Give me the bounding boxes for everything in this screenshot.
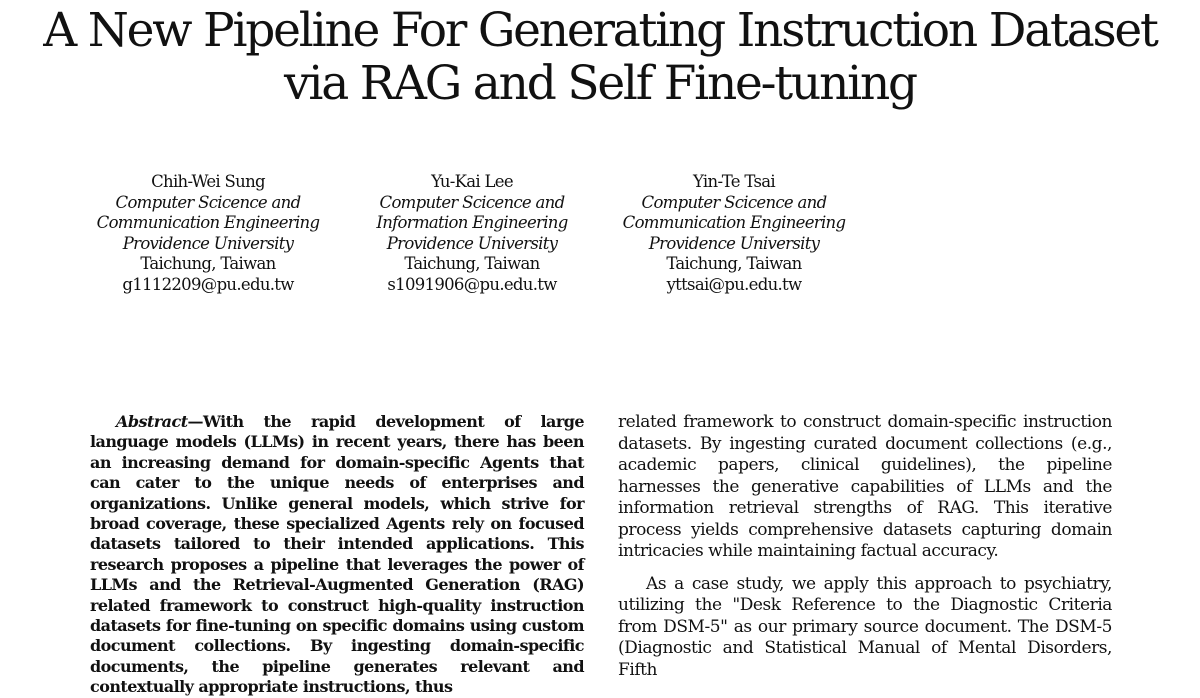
author-block-3 xyxy=(606,172,862,295)
body-paragraph-2: As a case study, we apply this approach to psychiatry, utilizing the "Desk Reference to the Diagnostic Criteria from DSM-5" as our primary source document. The DSM-5 (Diagnostic and Statistical Manual of Mental Disorders, Fifth xyxy=(618,573,1112,680)
author-name: Yin-Te Tsai xyxy=(693,172,775,191)
author-block-1 xyxy=(80,172,336,295)
abstract-label: Abstract xyxy=(116,412,188,431)
title-line-1: A New Pipeline For Generating Instruction Dataset xyxy=(43,3,1157,58)
author-email: s1091906@pu.edu.tw xyxy=(387,274,557,294)
author-location: Taichung, Taiwan xyxy=(666,254,802,273)
paper-title xyxy=(0,4,1200,110)
abstract-text: With the rapid development of large language models (LLMs) in recent years, there has been an increasing demand for domain-specific Agents that can cater to the unique needs of enterprises and organizations. Unlike general models, which strive for broad coverage, these specialized Agents rely on focused datasets tailored to their intended applications. This research proposes a pipeline that leverages the power of LLMs and the Retrieval-Augmented Generation (RAG) related framework to construct high-quality instruction datasets for fine-tuning on specific domains using custom document collections. By ingesting domain-specific documents, the pipeline generates relevant and contextually appropriate instructions, thus xyxy=(90,412,584,697)
author-department: Computer Scicence and xyxy=(641,192,827,212)
author-department: Information Engineering xyxy=(376,213,568,232)
abstract-column xyxy=(90,412,584,698)
author-email: yttsai@pu.edu.tw xyxy=(666,274,802,294)
author-university: Providence University xyxy=(386,233,558,253)
author-department: Communication Engineering xyxy=(622,213,846,232)
author-department: Computer Scicence and xyxy=(379,192,565,212)
author-name: Chih-Wei Sung xyxy=(151,172,265,191)
author-department: Communication Engineering xyxy=(96,213,320,232)
author-name: Yu-Kai Lee xyxy=(431,172,513,191)
author-block-2 xyxy=(344,172,600,295)
body-column-right xyxy=(618,412,1112,692)
abstract-dash: — xyxy=(187,412,203,431)
author-location: Taichung, Taiwan xyxy=(404,254,540,273)
author-university: Providence University xyxy=(648,233,820,253)
author-department: Computer Scicence and xyxy=(115,192,301,212)
author-location: Taichung, Taiwan xyxy=(140,254,276,273)
abstract-paragraph xyxy=(90,412,584,698)
author-university: Providence University xyxy=(122,233,294,253)
author-email: g1112209@pu.edu.tw xyxy=(122,274,294,294)
title-line-2: via RAG and Self Fine-tuning xyxy=(284,56,916,111)
body-paragraph-1: related framework to construct domain-specific instruction datasets. By ingesting curated document collections (e.g., academic papers, clinical guidelines), the pipeline harnesses the generative capabilities of LLMs and the information retrieval strengths of RAG. This iterative process yields comprehensive datasets capturing domain intricacies while maintaining factual accuracy. xyxy=(618,412,1112,561)
